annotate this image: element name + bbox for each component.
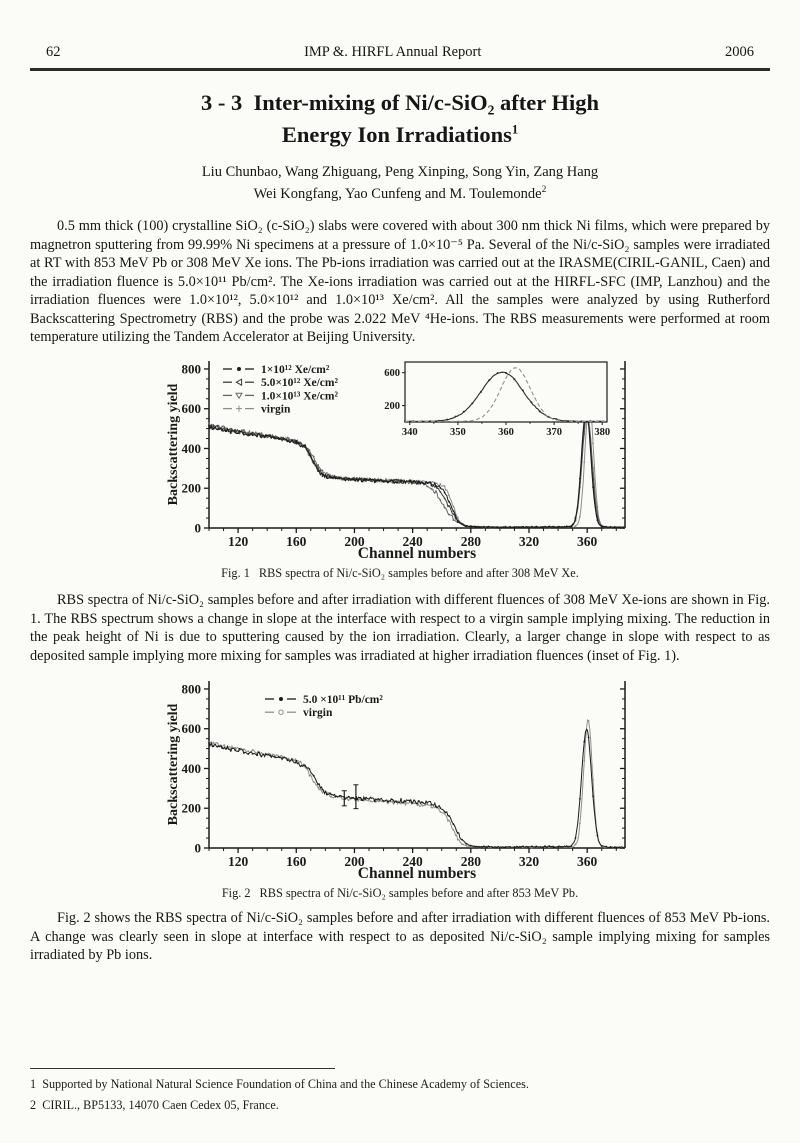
page-number: 62 — [46, 44, 61, 60]
svg-text:360: 360 — [498, 426, 514, 438]
svg-text:0: 0 — [194, 520, 201, 536]
svg-text:Channel numbers: Channel numbers — [357, 544, 477, 560]
authors-line-2: Wei Kongfang, Yao Cunfeng and M. Toulemonde$^2$ — [253, 185, 547, 202]
svg-text:120: 120 — [227, 533, 249, 549]
figure-1-label: Fig. 1 — [221, 565, 250, 580]
svg-text:280: 280 — [460, 854, 481, 870]
svg-text:virgin: virgin — [261, 403, 291, 416]
svg-text:Backscattering yield: Backscattering yield — [166, 703, 181, 826]
svg-text:virgin: virgin — [303, 707, 333, 720]
svg-text:320: 320 — [518, 533, 540, 549]
svg-text:360: 360 — [577, 854, 598, 870]
paragraph-2: RBS spectra of Ni/c-SiO₂ samples before and after irradiation with different fluences of 308 MeV Xe-ions are shown in Fig. 1. The RBS spectrum shows a change in slope at the interface with respect to a virgin sample implying mixing. The reduction in the peak height of Ni is due to sputtering caused by the ion irradiation. Clearly, a larger change in slope with respect to as deposited sample implying more mixing for samples was irradiated at higher irradiation fluences (inset of Fig. 1). — [30, 591, 770, 664]
svg-text:5.0×10¹² Xe/cm²: 5.0×10¹² Xe/cm² — [261, 377, 338, 390]
svg-text:Backscattering yield: Backscattering yield — [166, 383, 181, 506]
svg-text:350: 350 — [450, 426, 466, 438]
svg-text:200: 200 — [344, 533, 365, 549]
fig1-rbs-chart — [165, 355, 635, 560]
figure-2 — [30, 675, 770, 901]
svg-text:200: 200 — [384, 401, 400, 413]
authors — [30, 161, 770, 205]
svg-text:160: 160 — [286, 533, 307, 549]
svg-text:200: 200 — [181, 801, 201, 817]
title-line-1: 3 - 3 Inter-mixing of Ni/c-SiO₂ after High — [201, 90, 599, 115]
year: 2006 — [725, 44, 754, 60]
svg-text:240: 240 — [402, 854, 423, 870]
svg-text:120: 120 — [227, 854, 249, 870]
svg-text:Channel numbers: Channel numbers — [357, 865, 477, 881]
svg-text:800: 800 — [181, 681, 201, 697]
header-rule — [30, 68, 770, 71]
svg-text:600: 600 — [384, 368, 400, 380]
journal-title: IMP &. HIRFL Annual Report — [304, 44, 482, 60]
footnotes — [30, 1068, 529, 1115]
svg-text:5.0 ×10¹¹ Pb/cm²: 5.0 ×10¹¹ Pb/cm² — [303, 694, 383, 707]
paragraph-1: 0.5 mm thick (100) crystalline SiO₂ (c-SiO₂) slabs were covered with about 300 nm thick Ni films, which were prepared by magnetron sputtering from 99.99% Ni specimens at a pressure of 1.0×10⁻⁵ Pa. Several of the Ni/c-SiO₂ samples were irradiated at RT with 853 MeV Pb or 308 MeV Xe ions. The Pb-ions irradiation was carried out at the IRASME(CIRIL-GANIL, Caen) and the irradiation fluence is 5.0×10¹¹ Pb/cm². The Xe-ions irradiation was carried out at the HIRFL-SFC (IMP, Lanzhou) and the irradiation fluences were 1.0×10¹², 5.0×10¹² and 1.0×10¹³ Xe/cm². All the samples were analyzed by using Rutherford Backscattering Spectrometry (RBS) and the probe was 2.022 MeV ⁴He-ions. The RBS measurements were performed at room temperature utilizing the Tandem Accelerator at Beijing University. — [30, 217, 770, 346]
svg-text:320: 320 — [518, 854, 540, 870]
figure-1 — [30, 355, 770, 581]
svg-text:160: 160 — [286, 854, 307, 870]
footnote-1: 1 Supported by National Natural Science Foundation of China and the Chinese Academy of Sciences. — [30, 1077, 529, 1091]
authors-footnote-mark: 2 — [541, 185, 547, 196]
figure-2-label: Fig. 2 — [221, 886, 251, 901]
page-header — [30, 44, 770, 61]
svg-text:370: 370 — [546, 426, 562, 438]
svg-text:340: 340 — [401, 426, 418, 438]
title-footnote-mark: 1 — [511, 122, 519, 137]
svg-text:800: 800 — [181, 361, 201, 377]
svg-text:380: 380 — [594, 426, 611, 438]
fig2-rbs-chart — [165, 675, 635, 880]
svg-text:1.0×10¹³ Xe/cm²: 1.0×10¹³ Xe/cm² — [261, 390, 338, 403]
title-line-2: Energy Ion Irradiations — [281, 121, 512, 147]
figure-2-caption: Fig. 2 RBS spectra of Ni/c-SiO₂ samples before and after 853 MeV Pb. — [221, 886, 579, 901]
svg-text:360: 360 — [577, 533, 598, 549]
figure-1-caption: Fig. 1 RBS spectra of Ni/c-SiO₂ samples before and after 308 MeV Xe. — [221, 565, 579, 580]
svg-text:600: 600 — [181, 721, 201, 737]
footnote-2: 2 CIRIL., BP5133, 14070 Caen Cedex 05, France. — [30, 1097, 279, 1112]
svg-text:280: 280 — [460, 533, 481, 549]
svg-text:1×10¹² Xe/cm²: 1×10¹² Xe/cm² — [261, 363, 330, 376]
svg-text:600: 600 — [181, 401, 201, 417]
paragraph-3: Fig. 2 shows the RBS spectra of Ni/c-SiO₂ samples before and after irradiation with different fluences of 853 MeV Pb-ions. A change was clearly seen in slope at interface with respect to as deposited Ni/c-SiO₂ sample implying mixing for samples irradiated by Pb ions. — [30, 910, 770, 964]
article-title — [30, 87, 770, 151]
svg-text:0: 0 — [194, 840, 201, 856]
svg-text:200: 200 — [344, 854, 365, 870]
authors-line-1: Liu Chunbao, Wang Zhiguang, Peng Xinping, Song Yin, Zang Hang — [201, 163, 599, 180]
svg-text:400: 400 — [181, 761, 201, 777]
svg-text:240: 240 — [402, 533, 423, 549]
svg-text:400: 400 — [181, 440, 201, 456]
footnote-rule — [30, 1068, 335, 1069]
svg-text:200: 200 — [181, 480, 201, 496]
